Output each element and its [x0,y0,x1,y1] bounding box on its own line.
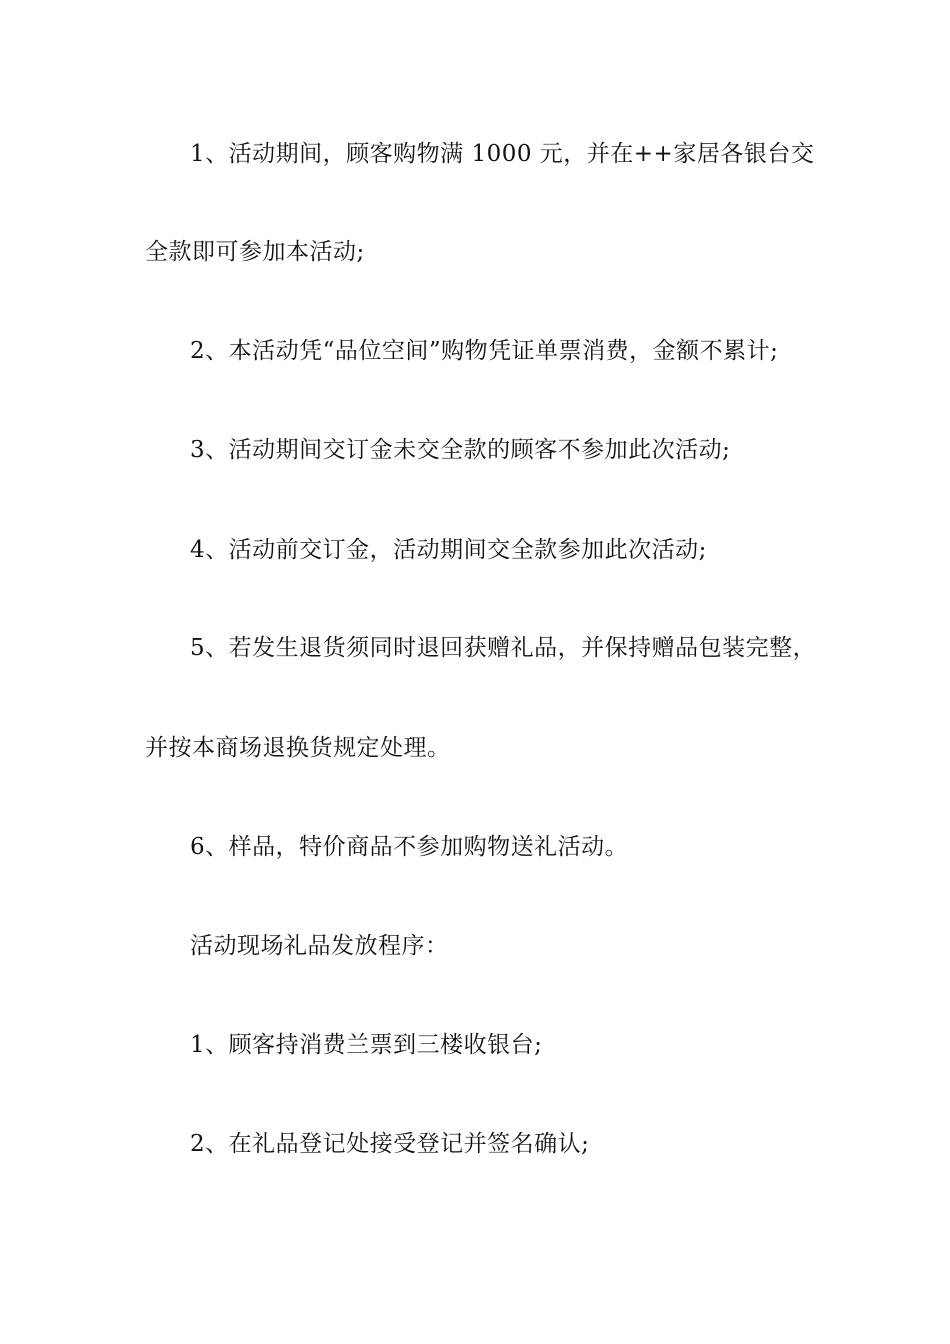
paragraph-line-10: 1、顾客持消费兰票到三楼收银台; [190,1032,543,1058]
paragraph-line-5: 4、活动前交订金，活动期间交全款参加此次活动; [190,537,707,563]
paragraph-line-6: 5、若发生退货须同时退回获赠礼品，并保持赠品包装完整， [190,635,817,661]
paragraph-line-7: 并按本商场退换货规定处理。 [145,735,451,761]
paragraph-line-4: 3、活动期间交订金未交全款的顾客不参加此次活动; [190,437,731,463]
paragraph-line-8: 6、样品，特价商品不参加购物送礼活动。 [190,834,629,860]
section-heading: 活动现场礼品发放程序： [190,933,449,959]
paragraph-line-3: 2、本活动凭“品位空间”购物凭证单票消费，金额不累计; [190,338,779,364]
paragraph-line-1: 1、活动期间，顾客购物满 1000 元，并在++家居各银台交 [190,141,815,167]
paragraph-line-11: 2、在礼品登记处接受登记并签名确认; [190,1131,590,1157]
paragraph-line-2: 全款即可参加本活动; [145,239,365,265]
